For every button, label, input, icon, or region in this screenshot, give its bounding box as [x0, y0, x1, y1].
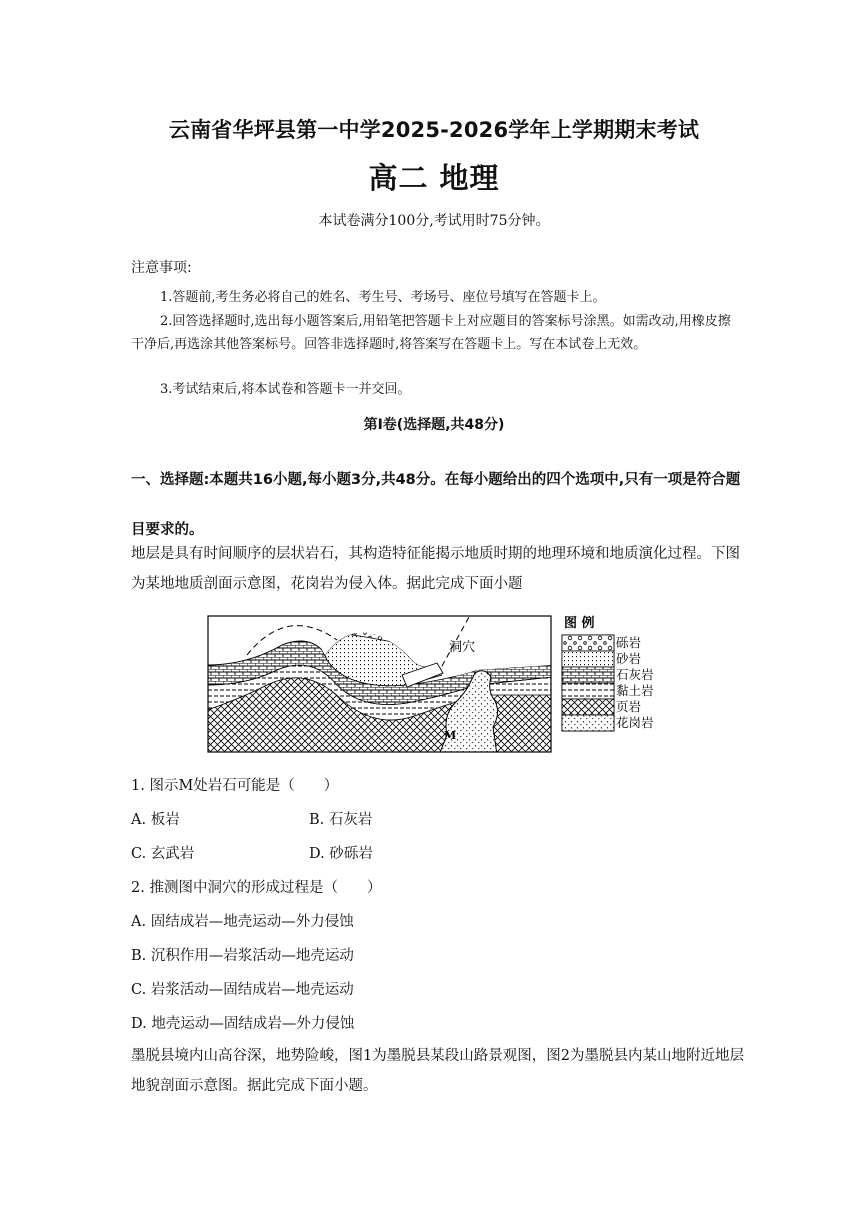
legend-limestone: 石灰岩: [616, 667, 654, 682]
exam-subject: 高二 地理: [368, 161, 500, 195]
m-label: M: [444, 729, 457, 742]
legend-gravel: 砾岩: [616, 635, 642, 650]
exam-title: 云南省华坪县第一中学2025-2026学年上学期期末考试: [168, 118, 700, 142]
geologic-section-figure: [207, 615, 659, 755]
q2-option-a: A. 固结成岩—地壳运动—外力侵蚀: [131, 914, 354, 930]
q1-option-d: D. 砂砾岩: [309, 846, 373, 862]
notice-item-3: 3.考试结束后,将本试卷和答题卡一并交回。: [160, 382, 411, 397]
passage-2: 墨脱县境内山高谷深，地势险峻，图1为墨脱县某段山路景观图，图2为墨脱县内某山地附近地层地貌剖面示意图。据此完成下面小题。: [131, 1048, 744, 1094]
legend-shale: 页岩: [616, 699, 642, 714]
legend: [562, 615, 654, 731]
question-1-stem: 1. 图示M处岩石可能是（ ）: [131, 778, 339, 794]
legend-claystone: 黏土岩: [616, 683, 654, 698]
section-title: 第Ⅰ卷(选择题,共48分): [363, 417, 505, 433]
q2-option-d: D. 地壳运动—固结成岩—外力侵蚀: [131, 1016, 355, 1032]
legend-granite: 花岗岩: [616, 715, 654, 730]
passage-1: 地层是具有时间顺序的层状岩石，其构造特征能揭示地质时期的地理环境和地质演化过程。下图为某地地质剖面示意图，花岗岩为侵入体。据此完成下面小题: [131, 546, 740, 592]
cave-label: 洞穴: [449, 640, 476, 655]
q1-option-b: B. 石灰岩: [309, 812, 373, 828]
notice-item-1: 1.答题前,考生务必将自己的姓名、考生号、考场号、座位号填写在答题卡上。: [160, 290, 606, 305]
question-2-stem: 2. 推测图中洞穴的形成过程是（ ）: [131, 880, 382, 896]
notice-item-2: 2.回答选择题时,选出每小题答案后,用铅笔把答题卡上对应题目的答案标号涂黑。如需改动,用橡皮擦干净后,再选涂其他答案标号。回答非选择题时,将答案写在答题卡上。写在本试卷上无效。: [131, 314, 731, 352]
legend-sandstone: 砂岩: [616, 651, 642, 666]
exam-info: 本试卷满分100分,考试用时75分钟。: [318, 213, 550, 229]
part-title: 一、选择题:本题共16小题,每小题3分,共48分。在每小题给出的四个选项中,只有一项是符合题目要求的。: [131, 472, 741, 538]
legend-title: 图 例: [564, 616, 595, 631]
q1-option-c: C. 玄武岩: [131, 846, 195, 862]
q2-option-c: C. 岩浆活动—固结成岩—地壳运动: [131, 982, 354, 998]
q2-option-b: B. 沉积作用—岩浆活动—地壳运动: [131, 948, 354, 964]
cross-section: [207, 615, 552, 755]
notice-heading: 注意事项:: [131, 260, 192, 276]
q1-option-a: A. 板岩: [131, 812, 180, 828]
